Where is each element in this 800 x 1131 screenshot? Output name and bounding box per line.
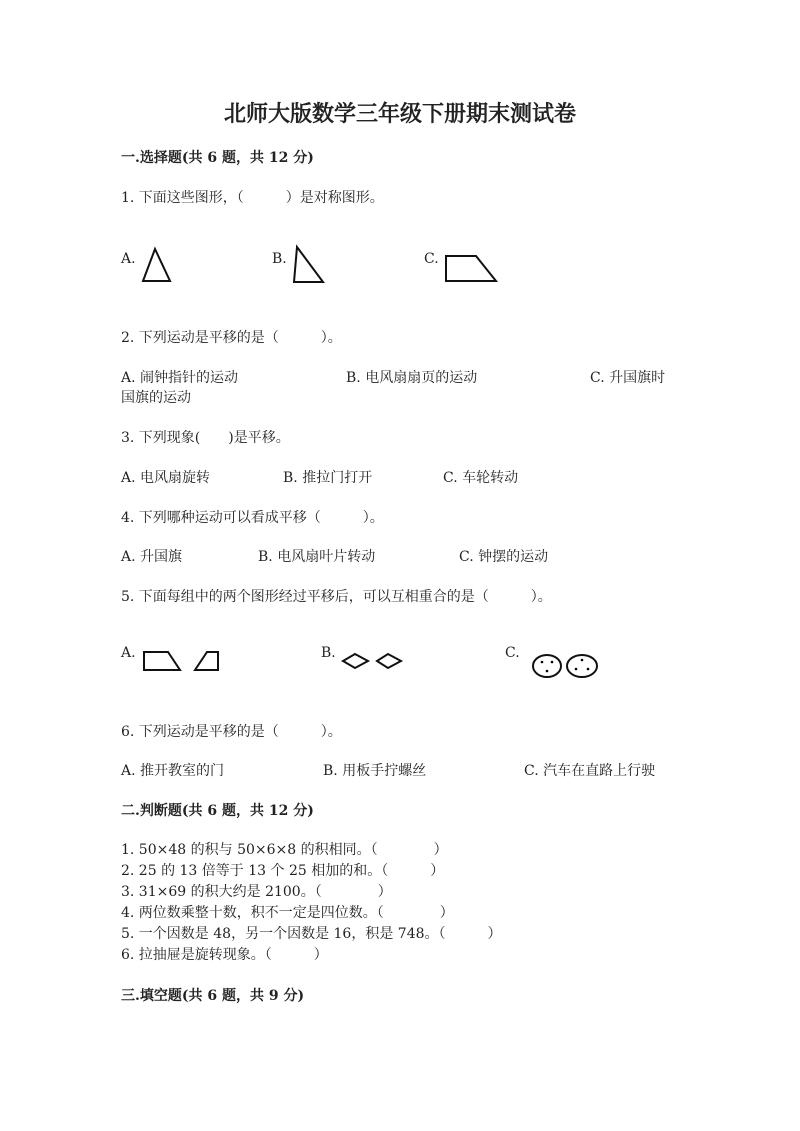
option-c: C. 钟摆的运动 (459, 549, 549, 565)
judge-item: 2. 25 的 13 倍等于 13 个 25 相加的和。（ ） (121, 863, 445, 879)
option-a: A. 电风扇旋转 (121, 470, 211, 486)
isosceles-triangle-figure (140, 245, 180, 285)
option-c: C. (424, 251, 439, 267)
option-a: A. 推开教室的门 (121, 763, 225, 779)
trapezoid-pair-figure (142, 650, 222, 674)
judge-item: 5. 一个因数是 48，另一个因数是 16，积是 748。（ ） (121, 926, 502, 942)
question-6: 6. 下列运动是平移的是（ ）。 (121, 724, 342, 740)
option-c-continued: 国旗的运动 (121, 390, 191, 406)
option-a: A. 升国旗 (121, 549, 183, 565)
option-b: B. 电风扇扇页的运动 (346, 370, 478, 386)
option-b: B. 用板手拧螺丝 (323, 763, 427, 779)
question-2: 2. 下列运动是平移的是（ ）。 (121, 330, 342, 346)
option-c: C. (505, 645, 520, 661)
option-b: B. 电风扇叶片转动 (258, 549, 376, 565)
option-c: C. 车轮转动 (443, 470, 519, 486)
option-b: B. (272, 251, 287, 267)
right-triangle-figure (290, 244, 330, 284)
judge-item: 6. 拉抽屉是旋转现象。（ ） (121, 947, 328, 963)
judge-item: 4. 两位数乘整十数，积不一定是四位数。（ ） (121, 905, 454, 921)
option-a: A. (121, 645, 136, 661)
question-3: 3. 下列现象( )是平移。 (121, 430, 290, 446)
option-b: B. 推拉门打开 (283, 470, 373, 486)
judge-item: 1. 50×48 的积与 50×6×8 的积相同。（ ） (121, 842, 448, 858)
rhombus-pair-figure (341, 653, 411, 673)
dotted-circle-pair-figure (532, 654, 604, 680)
option-c: C. 升国旗时 (590, 370, 666, 386)
option-b: B. (321, 645, 336, 661)
option-a: A. (121, 251, 136, 267)
option-a: A. 闹钟指针的运动 (121, 370, 239, 386)
section-heading-fill: 三.填空题(共 6 题，共 9 分) (121, 988, 305, 1004)
trapezoid-figure (444, 254, 504, 289)
question-1: 1. 下面这些图形，（ ）是对称图形。 (121, 190, 384, 206)
section-heading-choice: 一.选择题(共 6 题，共 12 分) (121, 150, 314, 166)
question-4: 4. 下列哪种运动可以看成平移（ ）。 (121, 510, 384, 526)
question-5: 5. 下面每组中的两个图形经过平移后，可以互相重合的是（ ）。 (121, 589, 552, 605)
judge-item: 3. 31×69 的积大约是 2100。（ ） (121, 884, 392, 900)
page-title: 北师大版数学三年级下册期末测试卷 (223, 101, 576, 127)
section-heading-judge: 二.判断题(共 6 题，共 12 分) (121, 803, 314, 819)
option-c: C. 汽车在直路上行驶 (524, 763, 656, 779)
